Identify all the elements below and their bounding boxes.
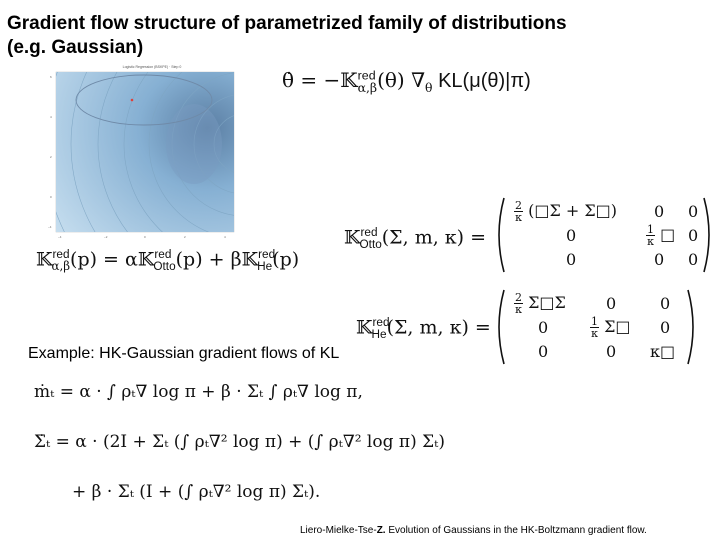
he-r3c2: 0: [606, 342, 617, 361]
he-r3c3: κ□: [650, 342, 676, 361]
ref-author-bold: Z.: [376, 525, 386, 536]
flow-kl: KL(μ(θ)|π): [432, 70, 531, 92]
red-sup: red: [357, 68, 376, 83]
ref-text: Evolution of Gaussians in the HK-Boltzmann gradient flow.: [385, 525, 647, 536]
otto-r2c2: $\frac{1}{\kappa}$ □: [647, 223, 676, 248]
svg-text:6: 6: [50, 75, 52, 79]
alpha-beta-sub: α,β: [357, 80, 378, 95]
otto-sub: Otto: [153, 260, 176, 274]
right-paren: [686, 288, 698, 366]
flow-rhs-2: (θ) ∇: [377, 68, 426, 92]
theta-sub: θ: [425, 80, 433, 95]
otto-r1c2: 0: [654, 202, 665, 221]
flow-equation: [282, 68, 531, 95]
he-sub: He: [371, 328, 387, 342]
otto-r3c2: 0: [654, 250, 665, 269]
svg-text:2: 2: [50, 155, 52, 159]
k-symbol: 𝕂: [344, 226, 361, 249]
reference-citation: [300, 525, 647, 536]
k-combo-rhs: (p) = α𝕂: [70, 248, 155, 271]
k-otto-args: (Σ, m, κ) =: [381, 226, 487, 249]
k-he-lhs: [356, 316, 491, 341]
alpha-beta-sub: α,β: [51, 259, 71, 274]
red-sup: red: [372, 316, 390, 329]
otto-r2c1: 0: [566, 226, 577, 245]
right-paren: [702, 196, 714, 274]
k-he-args: (Σ, m, κ) =: [386, 316, 491, 339]
he-r2c3: 0: [660, 318, 671, 337]
k-combination-equation: [36, 248, 299, 273]
svg-text:0: 0: [144, 235, 146, 239]
he-r1c1: $\frac{2}{\kappa}$ Σ□Σ: [515, 291, 566, 316]
red-sup: red: [154, 248, 172, 261]
svg-text:4: 4: [224, 235, 226, 239]
mean-marker: [131, 99, 134, 102]
he-r2c2: $\frac{1}{\kappa}$ Σ□: [591, 315, 631, 340]
flow-rhs-1: = −𝕂: [300, 68, 358, 92]
red-sup: red: [258, 248, 276, 261]
svg-text:4: 4: [50, 115, 52, 119]
red-sup: red: [360, 226, 378, 239]
otto-r1c3: 0: [688, 202, 699, 221]
svg-text:0: 0: [50, 195, 52, 199]
k-symbol: 𝕂: [356, 316, 373, 339]
svg-text:−4: −4: [48, 225, 52, 229]
he-r3c1: 0: [538, 342, 549, 361]
m-evolution-equation: ṁₜ = α · ∫ ρₜ∇ log π + β · Σₜ ∫ ρₜ∇ log π,: [34, 382, 363, 402]
k-combo-end: (p): [272, 248, 300, 271]
svg-text:2: 2: [184, 235, 186, 239]
sigma-evolution-equation-line2: + β · Σₜ (I + (∫ ρₜ∇² log π) Σₜ).: [72, 482, 321, 502]
k-symbol: 𝕂: [36, 248, 53, 271]
theta-dot: θ̇: [282, 68, 295, 92]
k-combo-mid: (p) + β𝕂: [175, 248, 259, 271]
otto-r2c3: 0: [688, 226, 699, 245]
otto-r1c1: $\frac{2}{\kappa}$ (□Σ + Σ□): [515, 199, 618, 224]
plot-title: Logistic Regression (BSKPE) · Step 0: [122, 65, 182, 69]
ref-authors: Liero-Mielke-Tse-: [300, 525, 377, 536]
he-sub: He: [257, 260, 273, 274]
svg-text:−2: −2: [104, 235, 108, 239]
slide-title: [7, 12, 567, 60]
sigma-evolution-equation-line1: Σ̇ₜ = α · (2I + Σₜ (∫ ρₜ∇² log π) + (∫ ρₜ∇² log π) Σₜ): [34, 432, 445, 452]
left-paren: [494, 288, 506, 366]
k-otto-lhs: [344, 226, 486, 251]
svg-text:−4: −4: [58, 235, 62, 239]
red-sup: red: [52, 248, 70, 261]
he-matrix: [494, 288, 700, 366]
slide-title-line2: (e.g. Gaussian): [7, 37, 144, 58]
otto-r3c3: 0: [688, 250, 699, 269]
left-paren: [494, 196, 506, 274]
he-r2c1: 0: [538, 318, 549, 337]
he-r1c3: 0: [660, 294, 671, 313]
otto-sub: Otto: [359, 238, 382, 252]
otto-r3c1: 0: [566, 250, 577, 269]
slide-title-line1: Gradient flow structure of parametrized family of distributions: [7, 13, 567, 34]
otto-matrix: [494, 196, 716, 274]
example-heading: Example: HK-Gaussian gradient flows of KL: [28, 345, 340, 362]
he-r1c2: 0: [606, 294, 617, 313]
contour-plot: [44, 64, 240, 244]
